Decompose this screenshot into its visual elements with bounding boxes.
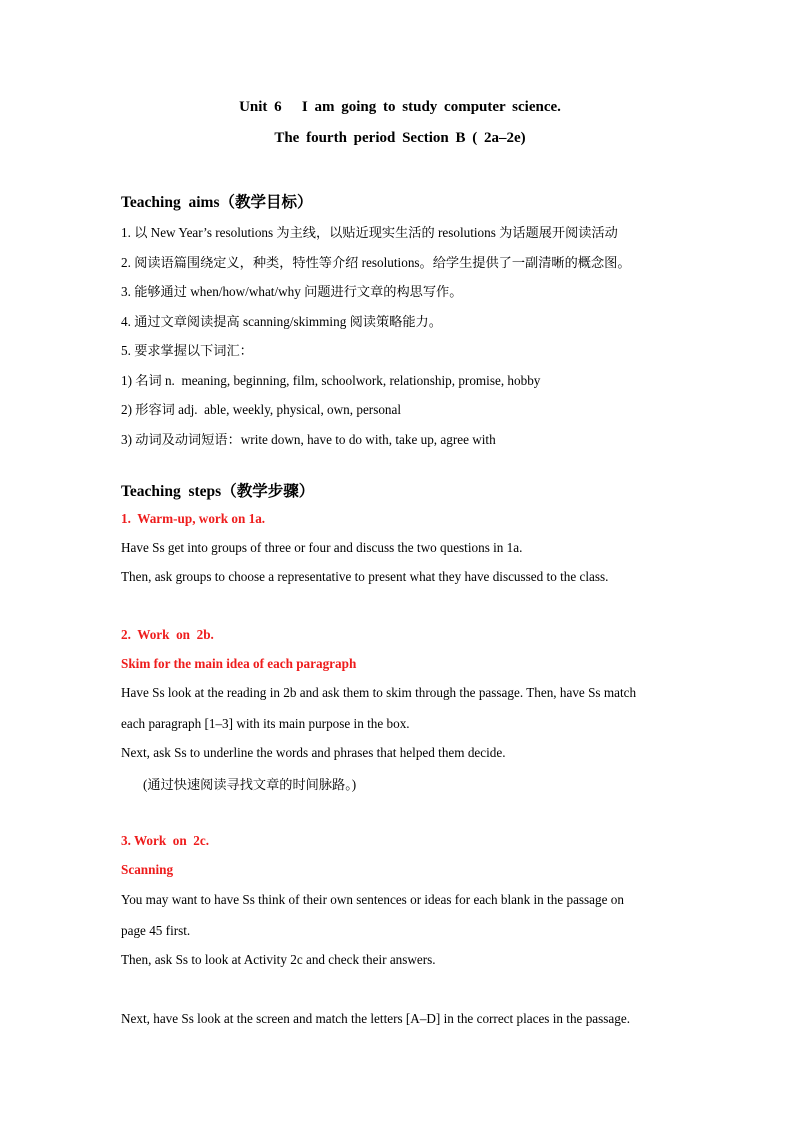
- step-3-subtitle: Scanning: [121, 862, 174, 877]
- step-3-title: 3. Work on 2c.: [121, 833, 210, 848]
- step-3-line-1: You may want to have Ss think of their own sentences or ideas for each blank in the passage on: [121, 892, 624, 907]
- step-3-line-2: page 45 first.: [121, 923, 191, 938]
- step-2-line-2: each paragraph [1–3] with its main purpose in the box.: [121, 716, 410, 731]
- step-1-line-2: Then, ask groups to choose a representative to present what they have discussed to the class.: [121, 569, 609, 584]
- document-subtitle: The fourth period Section B ( 2a–2e): [274, 130, 526, 146]
- step-2-note: (通过快速阅读寻找文章的时间脉路。): [143, 777, 357, 792]
- vocab-verbs: 3) 动词及动词短语：write down, have to do with, take up, agree with: [121, 432, 496, 447]
- aim-item-5: 5. 要求掌握以下词汇：: [121, 343, 253, 358]
- step-2-line-1: Have Ss look at the reading in 2b and ask them to skim through the passage. Then, have Ss match: [121, 685, 637, 700]
- document-title: Unit 6 I am going to study computer science.: [239, 99, 561, 115]
- step-3-line-4: Next, have Ss look at the screen and match the letters [A–D] in the correct places in the passage.: [121, 1011, 631, 1026]
- step-2-subtitle: Skim for the main idea of each paragraph: [121, 656, 357, 671]
- step-2-title: 2. Work on 2b.: [121, 627, 214, 642]
- aim-item-3: 3. 能够通过 when/how/what/why 问题进行文章的构思写作。: [121, 284, 463, 299]
- aim-item-1: 1. 以 New Year’s resolutions 为主线，以贴近现实生活的 resolutions 为话题展开阅读活动: [121, 225, 618, 240]
- step-1-title: 1. Warm-up, work on 1a.: [121, 511, 266, 526]
- step-3-line-3: Then, ask Ss to look at Activity 2c and check their answers.: [121, 952, 436, 967]
- vocab-adjectives: 2) 形容词 adj. able, weekly, physical, own, personal: [121, 402, 402, 417]
- aim-item-2: 2. 阅读语篇围绕定义，种类，特性等介绍 resolutions。给学生提供了一副清晰的概念图。: [121, 255, 631, 270]
- step-2-line-3: Next, ask Ss to underline the words and phrases that helped them decide.: [121, 745, 506, 760]
- aim-item-4: 4. 通过文章阅读提高 scanning/skimming 阅读策略能力。: [121, 314, 442, 329]
- teaching-aims-heading: Teaching aims（教学目标）: [121, 194, 313, 211]
- step-1-line-1: Have Ss get into groups of three or four and discuss the two questions in 1a.: [121, 540, 523, 555]
- vocab-nouns: 1) 名词 n. meaning, beginning, film, schoolwork, relationship, promise, hobby: [121, 373, 541, 388]
- teaching-steps-heading: Teaching steps（教学步骤）: [121, 483, 315, 500]
